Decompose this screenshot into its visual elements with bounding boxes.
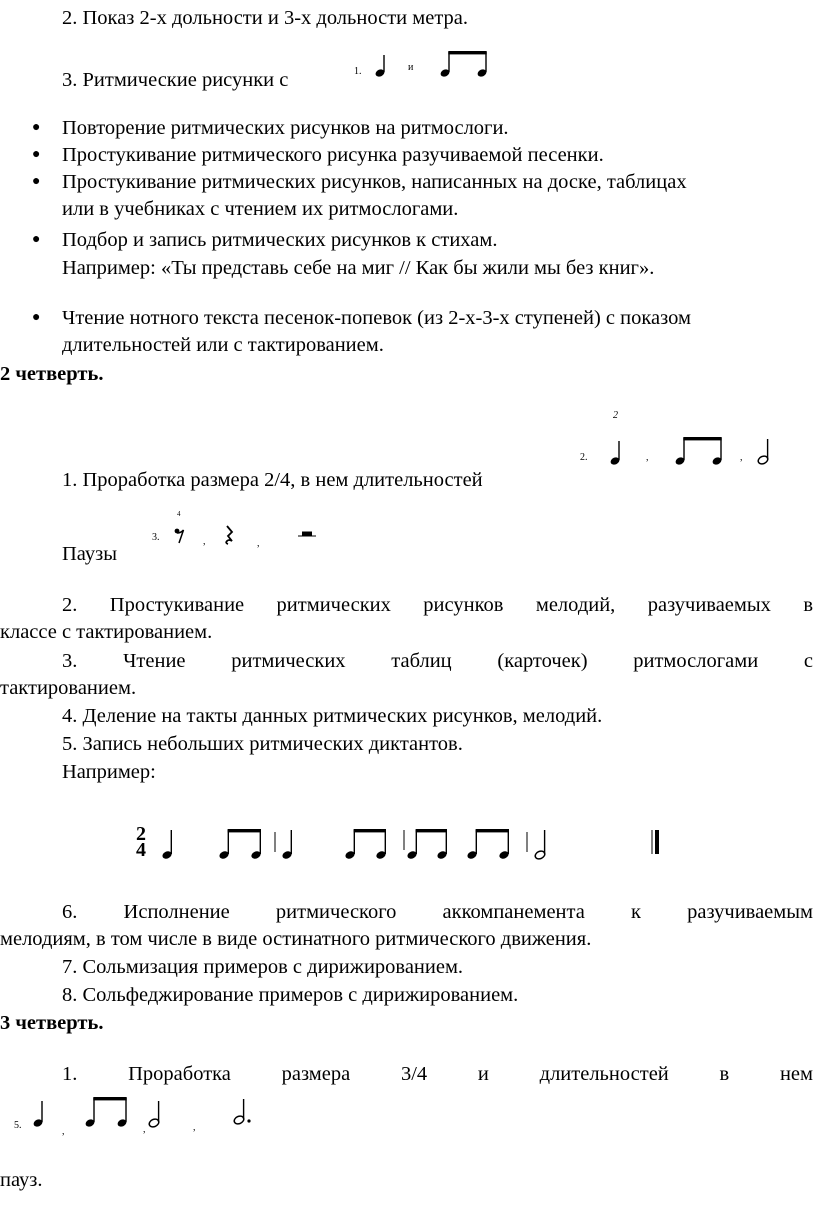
half-rest-icon (298, 529, 316, 541)
paragraph-accompaniment-cont: мелодиям, в том числе в виде остинатного ритмического движения. (0, 928, 592, 950)
time-signature-bottom: 4 (136, 839, 146, 861)
paragraph-solfeggio: 8. Сольфеджирование примеров с дирижированием. (62, 984, 519, 1006)
quarter-note-icon (33, 1100, 47, 1128)
notation-1-and: и (408, 62, 414, 73)
bullet-dot: ● (32, 147, 41, 162)
bullet-item-reading-cont: длительностей или с тактированием. (62, 334, 384, 356)
quarter-rest-icon (224, 525, 236, 545)
half-note-icon (148, 1100, 164, 1128)
rhythm-example-staff (135, 818, 675, 868)
bullet-item-tapping-board: Простукивание ритмических рисунков, написанных на доске, таблицах (62, 171, 687, 193)
line-rhythm-patterns: 3. Ритмические рисунки с (62, 69, 289, 91)
comma: , (257, 538, 260, 549)
paragraph-accompaniment: 6. Исполнение ритмического аккомпанемента к разучиваемым (62, 901, 813, 923)
bullet-item-tapping-board-cont: или в учебниках с чтением их ритмослогами. (62, 198, 459, 220)
notation-3-number: 3. (152, 532, 160, 543)
paragraph-dictations: 5. Запись небольших ритмических диктантов. (62, 733, 463, 755)
eighth-pair-icon (675, 436, 725, 466)
eighth-pair-icon (85, 1096, 131, 1128)
eighth-pair-icon (406, 829, 448, 860)
bullet-dot: ● (32, 174, 41, 189)
bullet-item-reading: Чтение нотного текста песенок-попевок (из 2-х-3-х ступеней) с показом (62, 307, 691, 329)
notation-3-superscript: 4 (177, 510, 181, 518)
half-note-icon (534, 830, 546, 860)
comma: , (646, 452, 649, 463)
bullet-dot: ● (32, 310, 41, 325)
paragraph-example-label: Например: (62, 761, 156, 783)
bullet-item-selection: Подбор и запись ритмических рисунков к стихам. (62, 229, 498, 251)
time-signature-top: 2 (136, 823, 146, 845)
notation-2-number: 2. (580, 452, 588, 463)
bullet-dot: ● (32, 120, 41, 135)
quarter-note-icon (161, 830, 173, 860)
eighth-pair-icon (466, 829, 510, 860)
paragraph-division-bars: 4. Деление на такты данных ритмических рисунков, мелодий. (62, 705, 603, 727)
paragraph-tapping-melodies-cont: классе с тактированием. (0, 621, 213, 643)
comma: , (62, 1126, 65, 1137)
eighth-pair-icon (218, 829, 262, 860)
paragraph-size-3-4: 1. Проработка размера 3/4 и длительностей в нем (62, 1063, 813, 1085)
paragraph-pauses-end: пауз. (0, 1169, 43, 1191)
paragraph-pauses: Паузы (62, 543, 117, 565)
paragraph-solmization: 7. Сольмизация примеров с дирижированием. (62, 956, 464, 978)
paragraph-reading-tables-cont: тактированием. (0, 677, 137, 699)
paragraph-tapping-melodies: 2. Простукивание ритмических рисунков мелодий, разучиваемых в (62, 594, 813, 616)
quarter-note-icon (281, 830, 293, 860)
comma: , (193, 1122, 196, 1133)
bullet-item-example: Например: «Ты представь себе на миг // Как бы жили мы без книг». (62, 257, 655, 279)
dotted-half-note-icon (233, 1098, 255, 1126)
notation-2-superscript: 2 (613, 410, 618, 421)
comma: , (740, 452, 743, 463)
heading-quarter-2: 2 четверть. (0, 363, 104, 385)
comma: , (203, 536, 206, 547)
notation-5-number: 5. (14, 1120, 22, 1131)
eighth-rest-icon (174, 528, 186, 544)
bullet-item-repeat: Повторение ритмических рисунков на ритмослоги. (62, 117, 509, 139)
half-note-icon (757, 438, 773, 466)
quarter-note-icon (610, 440, 624, 466)
eighth-pair-icon (440, 50, 490, 78)
paragraph-size-2-4: 1. Проработка размера 2/4, в нем длительностей (62, 469, 483, 491)
bullet-item-tapping-song: Простукивание ритмического рисунка разучиваемой песенки. (62, 144, 604, 166)
paragraph-reading-tables: 3. Чтение ритмических таблиц (карточек) ритмослогами с (62, 650, 813, 672)
heading-quarter-3: 3 четверть. (0, 1012, 104, 1034)
line-show-meter: 2. Показ 2-х дольности и 3-х дольности метра. (62, 7, 469, 29)
notation-1-number: 1. (354, 66, 362, 77)
eighth-pair-icon (344, 829, 387, 860)
comma: , (143, 1124, 146, 1135)
bullet-dot: ● (32, 232, 41, 247)
final-bar-line-thick (655, 830, 659, 854)
quarter-note-icon (375, 54, 389, 78)
